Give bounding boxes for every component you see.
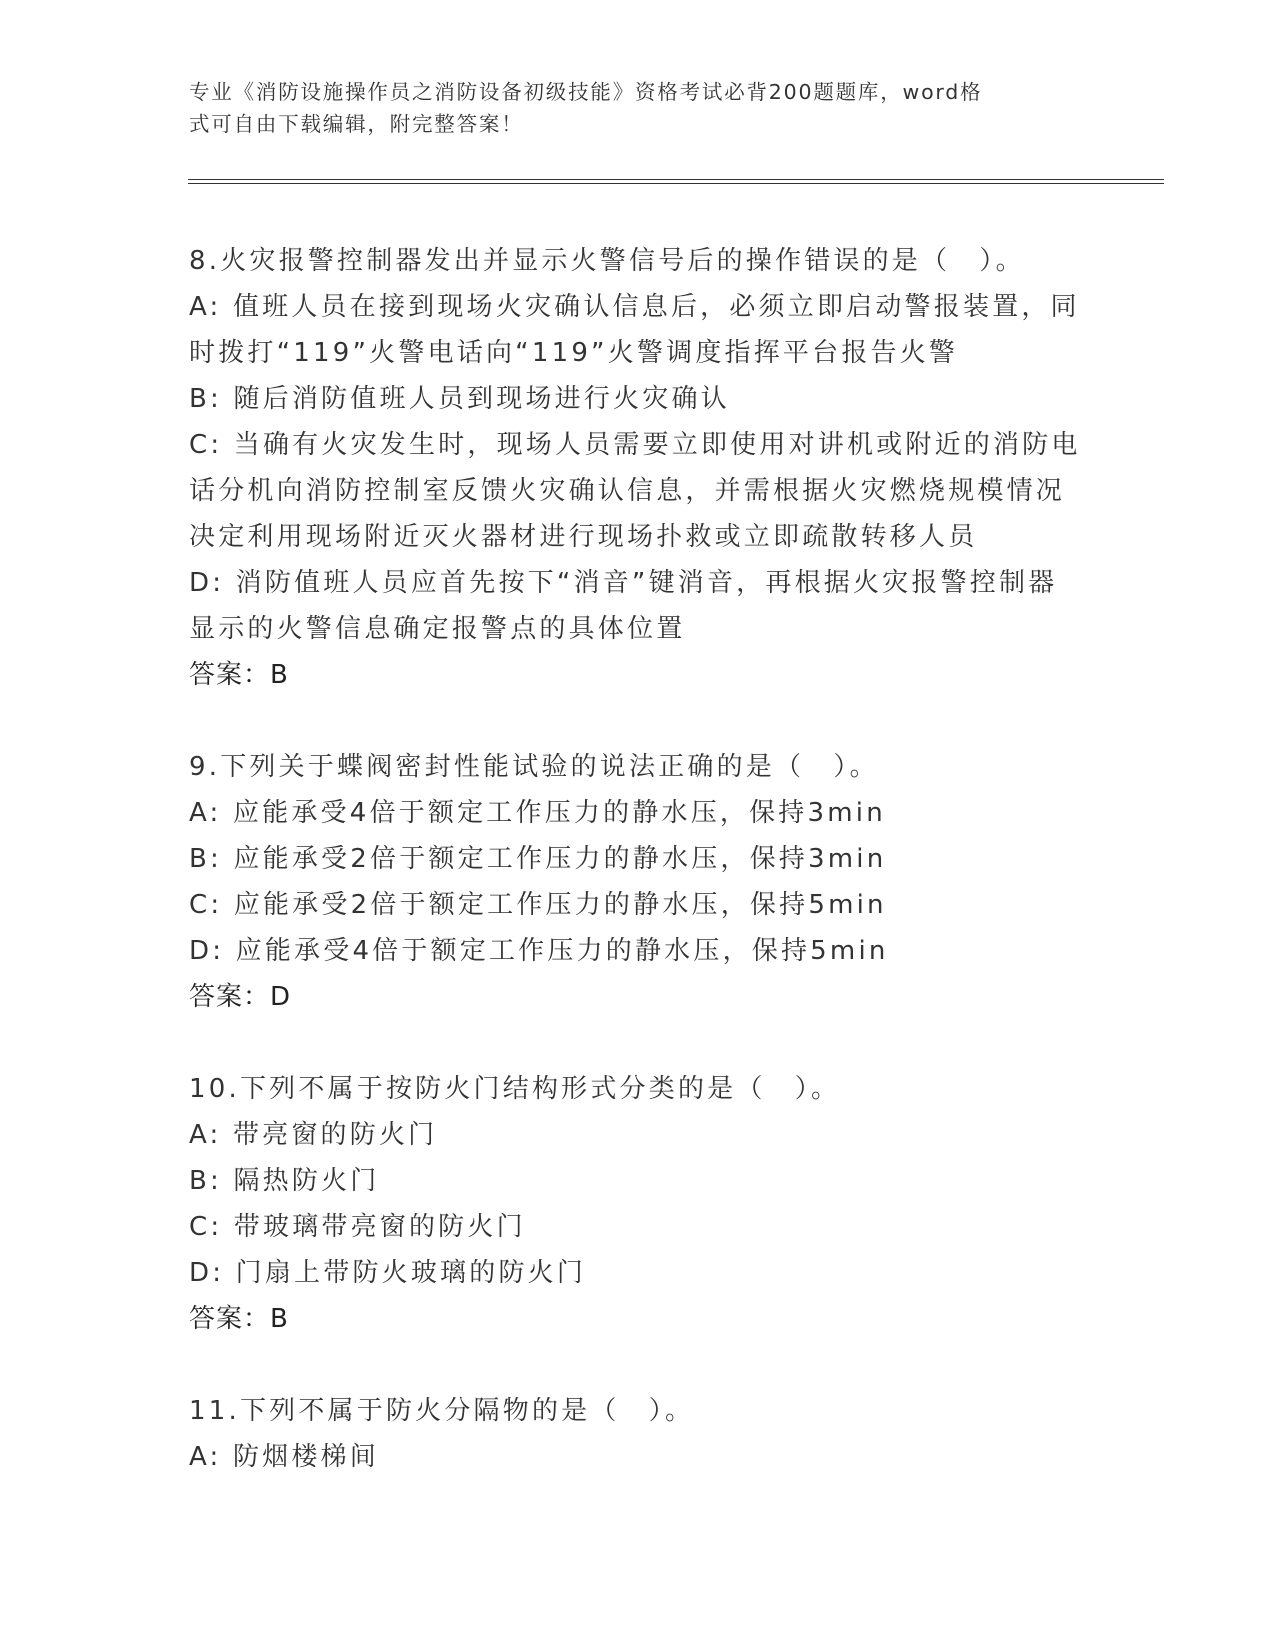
question-stem: 9.下列关于蝶阀密封性能试验的说法正确的是（ ）。 bbox=[189, 752, 879, 782]
option-line: C: 应能承受2倍于额定工作压力的静水压，保持5min bbox=[189, 890, 887, 920]
question-block bbox=[189, 238, 1089, 744]
option-line: 显示的火警信息确定报警点的具体位置 bbox=[189, 614, 686, 644]
header-line-1: 专业《消防设施操作员之消防设备初级技能》资格考试必背200题题库，word格 bbox=[189, 80, 983, 104]
option-line: B: 随后消防值班人员到现场进行火灾确认 bbox=[189, 384, 730, 414]
question-spacer bbox=[189, 1342, 1089, 1388]
answer-line: 答案：D bbox=[189, 982, 292, 1012]
option-line: A: 防烟楼梯间 bbox=[189, 1442, 379, 1472]
option-line: C: 当确有火灾发生时，现场人员需要立即使用对讲机或附近的消防电 bbox=[189, 430, 1081, 460]
question-spacer bbox=[189, 698, 1089, 744]
question-stem: 10.下列不属于按防火门结构形式分类的是（ ）。 bbox=[189, 1074, 841, 1104]
question-stem: 8.火灾报警控制器发出并显示火警信号后的操作错误的是（ ）。 bbox=[189, 246, 1025, 276]
option-line: A: 应能承受4倍于额定工作压力的静水压，保持3min bbox=[189, 798, 886, 828]
question-block bbox=[189, 744, 1089, 1066]
header-line-2: 式可自由下载编辑，附完整答案！ bbox=[189, 112, 524, 136]
question-stem: 11.下列不属于防火分隔物的是（ ）。 bbox=[189, 1396, 695, 1426]
option-line: A: 值班人员在接到现场火灾确认信息后，必须立即启动警报装置，同 bbox=[189, 292, 1080, 322]
option-line: 话分机向消防控制室反馈火灾确认信息，并需根据火灾燃烧规模情况 bbox=[189, 476, 1066, 506]
question-block bbox=[189, 1388, 1089, 1480]
option-line: C: 带玻璃带亮窗的防火门 bbox=[189, 1212, 526, 1242]
answer-line: 答案：B bbox=[189, 1304, 289, 1334]
option-line: A: 带亮窗的防火门 bbox=[189, 1120, 438, 1150]
header-divider-top bbox=[188, 179, 1164, 180]
answer-line: 答案：B bbox=[189, 660, 289, 690]
question-list bbox=[189, 238, 1089, 1480]
option-line: B: 应能承受2倍于额定工作压力的静水压，保持3min bbox=[189, 844, 887, 874]
option-line: D: 应能承受4倍于额定工作压力的静水压，保持5min bbox=[189, 936, 889, 966]
question-block bbox=[189, 1066, 1089, 1388]
option-line: B: 隔热防火门 bbox=[189, 1166, 380, 1196]
option-line: D: 门扇上带防火玻璃的防火门 bbox=[189, 1258, 587, 1288]
option-line: 时拨打“119”火警电话向“119”火警调度指挥平台报告火警 bbox=[189, 338, 959, 368]
document-header bbox=[189, 76, 1089, 140]
option-line: 决定利用现场附近灭火器材进行现场扑救或立即疏散转移人员 bbox=[189, 522, 978, 552]
header-divider-bottom bbox=[188, 183, 1164, 184]
question-spacer bbox=[189, 1020, 1089, 1066]
option-line: D: 消防值班人员应首先按下“消音”键消音，再根据火灾报警控制器 bbox=[189, 568, 1058, 598]
